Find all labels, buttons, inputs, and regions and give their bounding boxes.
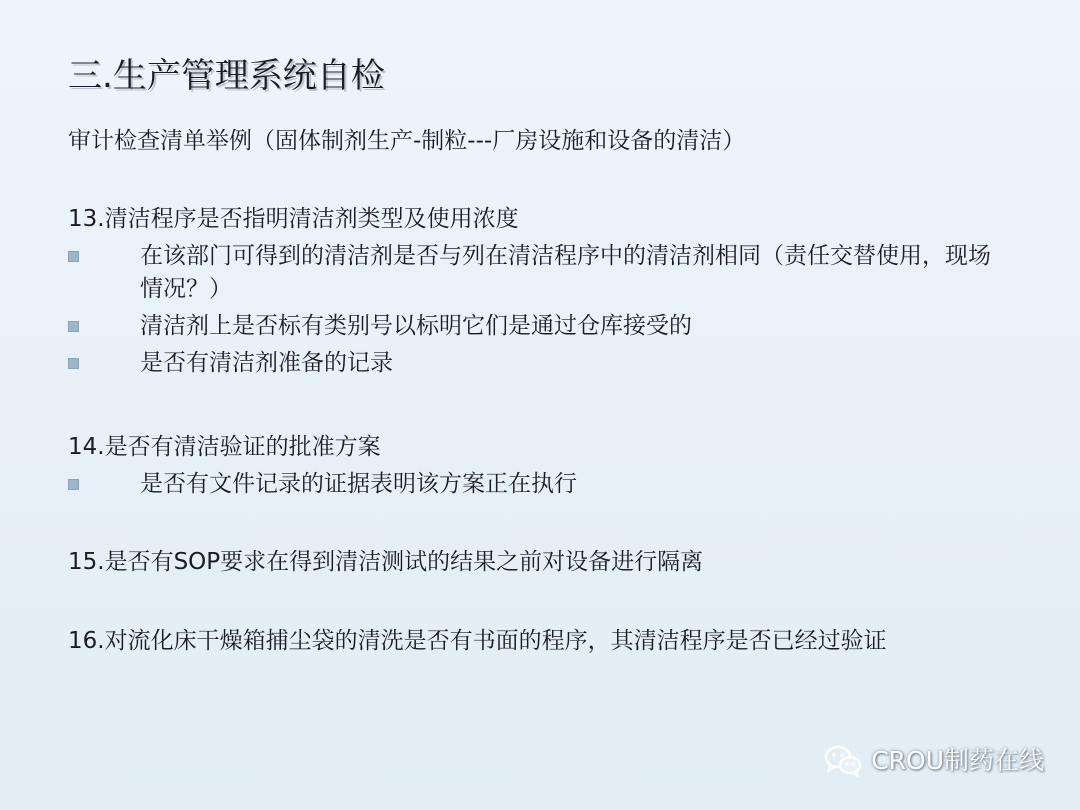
bullet-text: 清洁剂上是否标有类别号以标明它们是通过仓库接受的: [140, 313, 692, 339]
slide-subtitle: 审计检查清单举例（固体制剂生产-制粒---厂房设施和设备的清洁）: [68, 128, 746, 154]
sub-bullet: [68, 310, 1008, 343]
checklist-item-16: [68, 624, 1028, 658]
watermark-text: CROU制药在线: [871, 746, 1044, 775]
checklist-item-14: [68, 430, 1028, 501]
bullet-text: 在该部门可得到的清洁剂是否与列在清洁程序中的清洁剂相同（责任交替使用，现场情况？）: [140, 243, 991, 302]
sub-bullet: [68, 347, 1008, 380]
watermark: [823, 744, 1044, 778]
bullet-square-icon: [68, 479, 79, 490]
bullet-square-icon: [68, 358, 79, 369]
item-heading: 15.是否有SOP要求在得到清洁测试的结果之前对设备进行隔离: [68, 549, 704, 575]
checklist-item-15: [68, 545, 1028, 579]
bullet-square-icon: [68, 251, 79, 262]
item-heading: 16.对流化床干燥箱捕尘袋的清洗是否有书面的程序，其清洁程序是否已经过验证: [68, 628, 887, 654]
item-heading: 14.是否有清洁验证的批准方案: [68, 434, 381, 460]
wechat-icon: [823, 744, 863, 778]
bullet-text: 是否有文件记录的证据表明该方案正在执行: [140, 471, 577, 497]
item-heading: 13.清洁程序是否指明清洁剂类型及使用浓度: [68, 206, 519, 232]
bullet-text: 是否有清洁剂准备的记录: [140, 350, 393, 376]
sub-bullet: [68, 240, 1008, 306]
checklist-item-13: [68, 202, 1028, 380]
slide-title: 三.生产管理系统自检: [68, 56, 385, 96]
bullet-square-icon: [68, 321, 79, 332]
sub-bullet: [68, 468, 1008, 501]
